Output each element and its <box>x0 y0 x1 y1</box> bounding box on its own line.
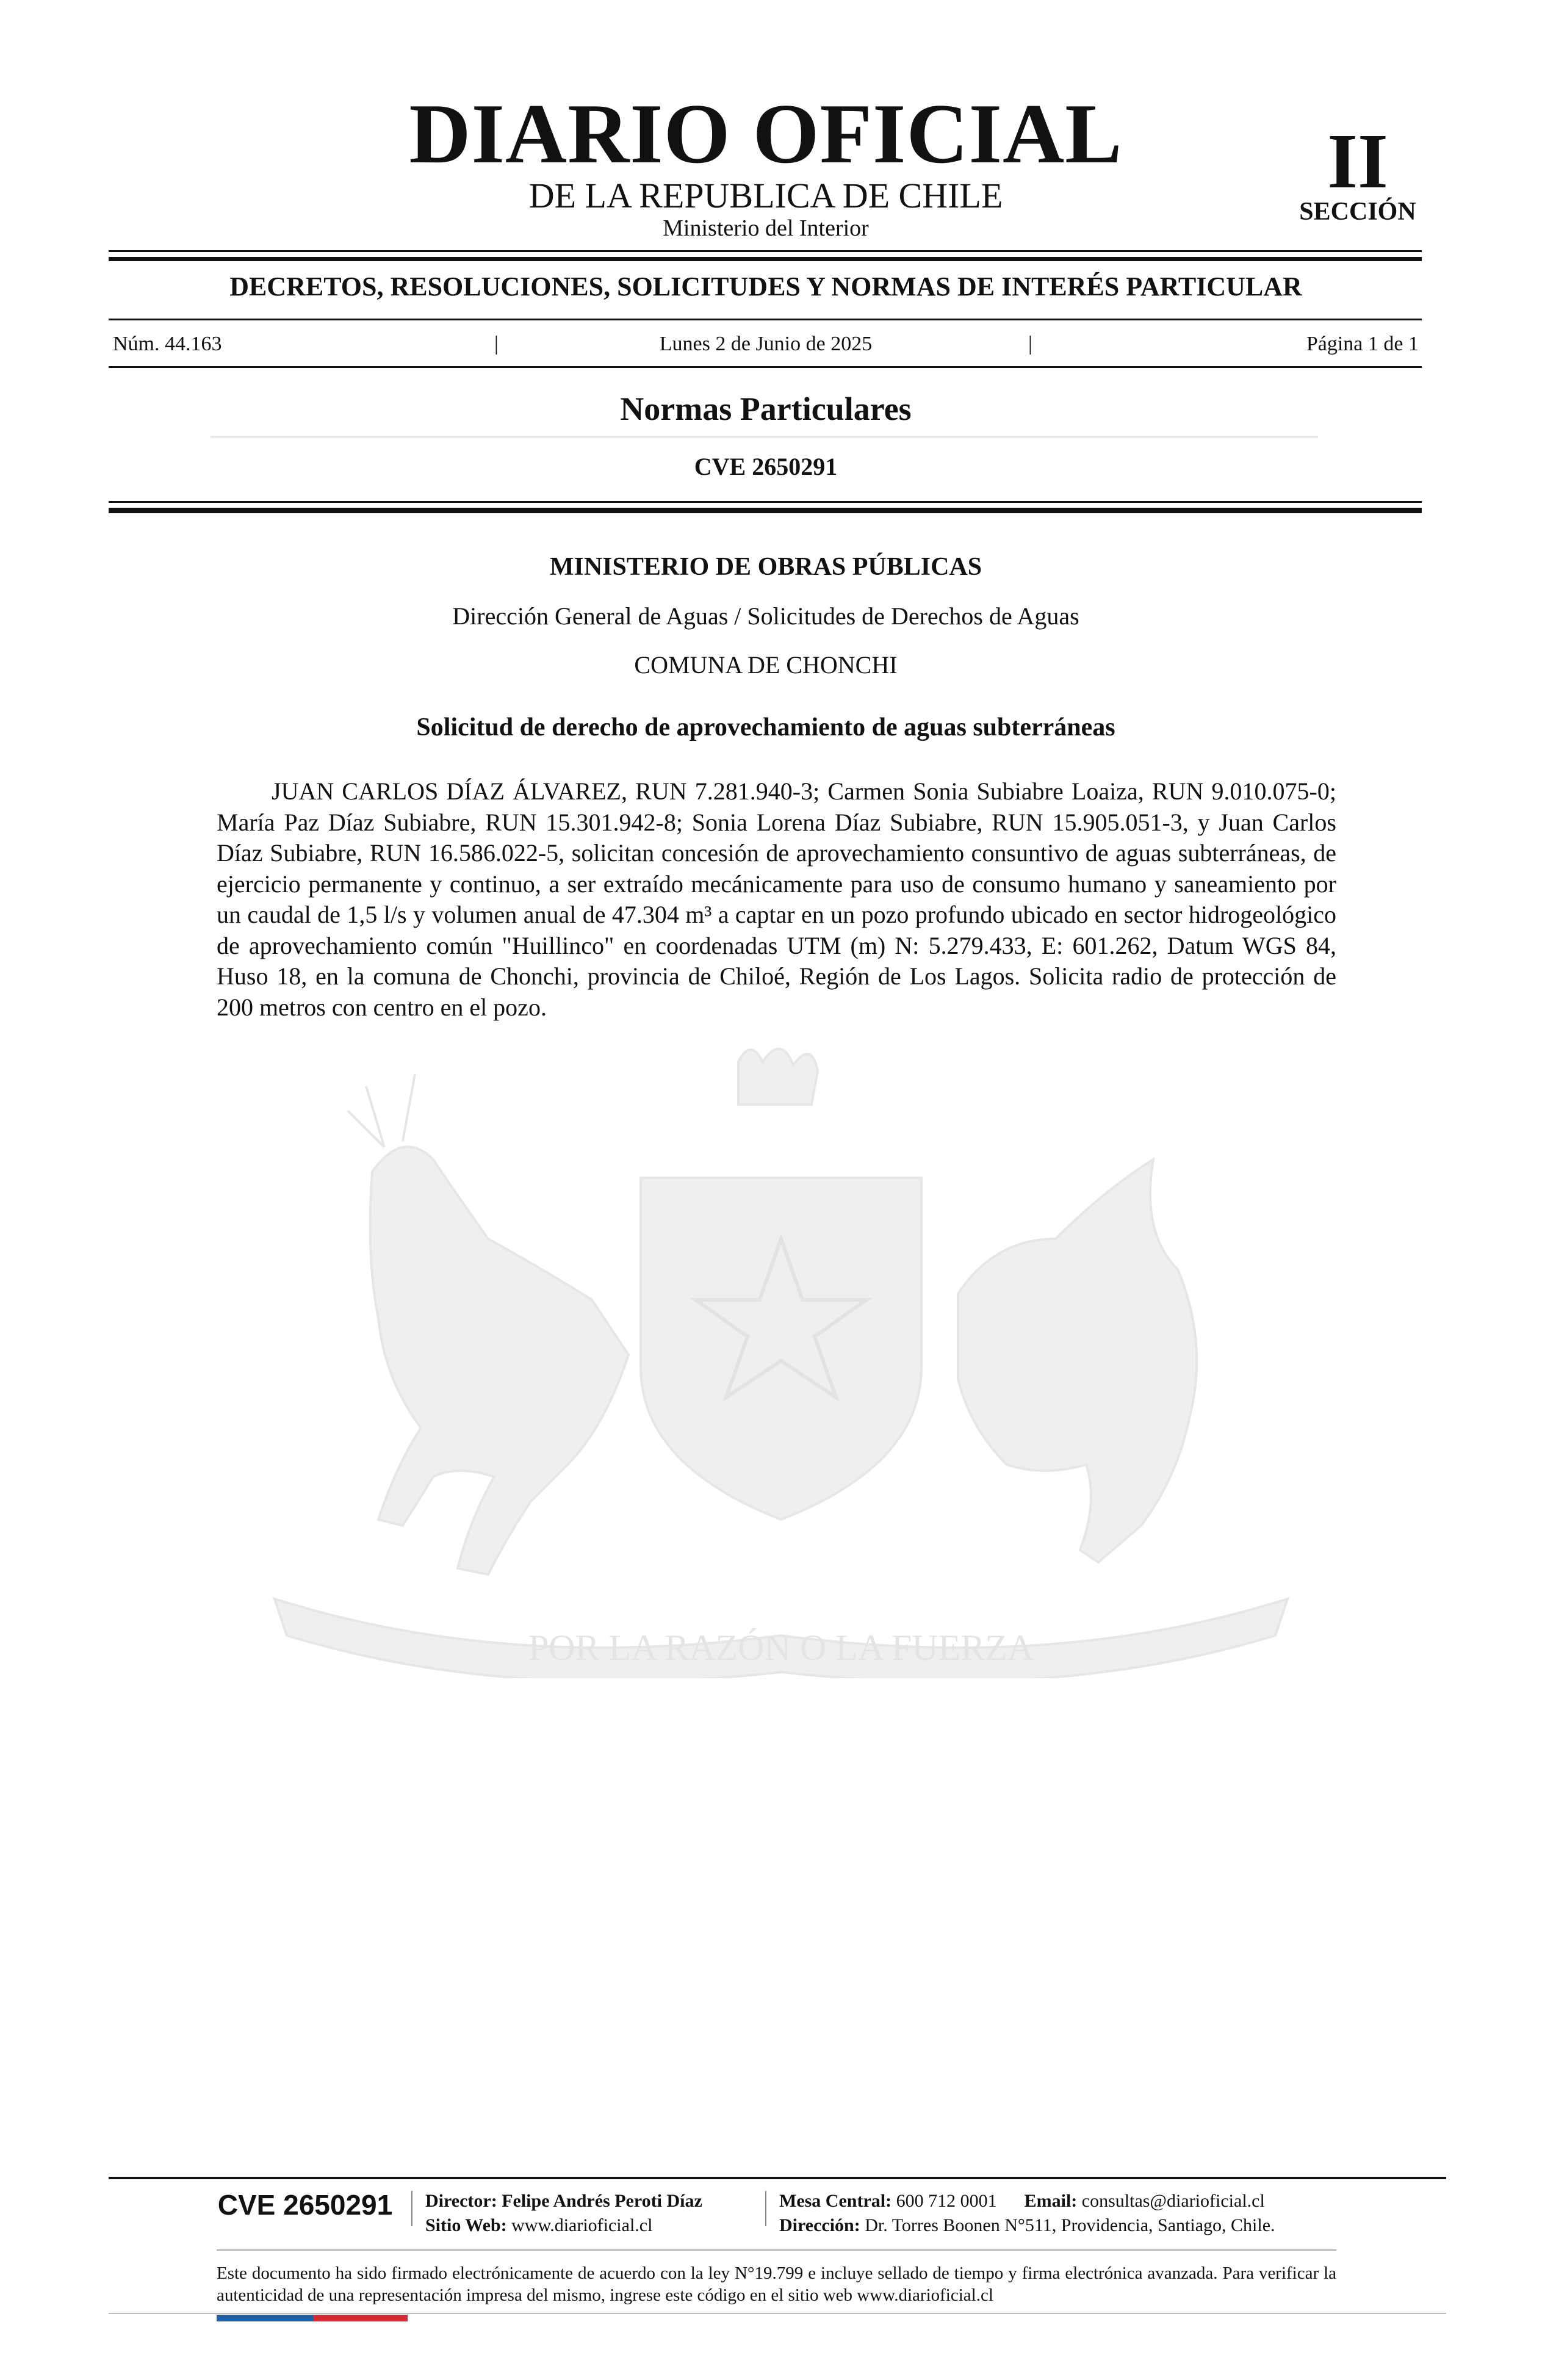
director-label: Director: <box>425 2191 497 2211</box>
footer-contact <box>779 2192 1265 2210</box>
document-body: JUAN CARLOS DÍAZ ÁLVAREZ, RUN 7.281.940-3; Carmen Sonia Subiabre Loaiza, RUN 9.010.075-0; María Paz Díaz Subiabre, RUN 15.301.942-8; Sonia Lorena Díaz Subiabre, RUN 15.905.051-3, y Juan Carlos Díaz Subiabre, RUN 16.586.022-5, solicitan concesión de aprovechamiento consuntivo de aguas subterráneas, de ejercicio permanente y continuo, a ser extraído mecánicamente para uso de consumo humano y saneamiento por un caudal de 1,5 l/s y volumen anual de 47.304 m³ a captar en un pozo profundo ubicado en sector hidrogeológico de aprovechamiento común "Huillinco" en coordenadas UTM (m) N: 5.279.433, E: 601.262, Datum WGS 84, Huso 18, en la comuna de Chonchi, provincia de Chiloé, Región de Los Lagos. Solicita radio de protección de 200 metros con centro en el pozo. <box>217 777 1336 1021</box>
masthead-title: DIARIO OFICIAL <box>409 87 1123 181</box>
issue-separator: | <box>494 333 499 355</box>
issue-rule <box>109 366 1422 368</box>
footer-rule-mid <box>217 2249 1336 2251</box>
section-number: II <box>1327 118 1388 204</box>
banner-rule <box>109 319 1422 320</box>
document-direction: Dirección General de Aguas / Solicitudes de Derechos de Aguas <box>452 602 1079 630</box>
footer-rule-bottom <box>109 2313 1446 2314</box>
address-value: Dr. Torres Boonen N°511, Providencia, Santiago, Chile. <box>865 2215 1275 2235</box>
email-link[interactable]: consultas@diarioficial.cl <box>1081 2191 1265 2211</box>
footer-legal-notice: Este documento ha sido firmado electrónicamente de acuerdo con la ley N°19.799 e incluye sellado de tiempo y firma electrónica avanzada. Para verificar la autenticidad de una representación impresa del mismo, ingrese este código en el sitio web www.diarioficial.cl <box>217 2263 1336 2305</box>
issue-date: Lunes 2 de Junio de 2025 <box>659 333 873 355</box>
address-label: Dirección: <box>779 2215 860 2235</box>
document-ministry: MINISTERIO DE OBRAS PÚBLICAS <box>549 553 982 581</box>
phone-value: 600 712 0001 <box>896 2191 997 2211</box>
cve-rule-bottom <box>109 508 1422 513</box>
website-label: Sitio Web: <box>425 2215 507 2235</box>
footer-address <box>779 2216 1275 2235</box>
email-label: Email: <box>1024 2191 1078 2211</box>
category-heading: Normas Particulares <box>620 391 912 427</box>
issue-separator: | <box>1028 333 1032 355</box>
cve-rule-top <box>109 501 1422 503</box>
coat-of-arms-watermark <box>201 1037 1361 1678</box>
website-link[interactable]: www.diarioficial.cl <box>511 2215 653 2235</box>
phone-label: Mesa Central: <box>779 2191 892 2211</box>
issue-page: Página 1 de 1 <box>1306 333 1419 355</box>
footer-rule-top <box>109 2177 1446 2179</box>
flag-stripe-red <box>313 2315 408 2321</box>
cve-code: CVE 2650291 <box>694 453 838 480</box>
masthead-rule-bottom <box>109 257 1422 261</box>
footer-divider <box>765 2191 766 2226</box>
section-label: SECCIÓN <box>1299 198 1416 226</box>
masthead-rule-top <box>109 250 1422 252</box>
flag-stripe-blue <box>217 2315 313 2321</box>
watermark-motto: POR LA RAZÓN O LA FUERZA <box>528 1628 1034 1668</box>
document-commune: COMUNA DE CHONCHI <box>634 651 898 679</box>
masthead-subtitle: DE LA REPUBLICA DE CHILE <box>528 176 1003 215</box>
footer-cve-code: CVE 2650291 <box>217 2189 393 2221</box>
footer-website <box>425 2216 652 2235</box>
masthead-ministry: Ministerio del Interior <box>663 215 869 241</box>
category-divider <box>211 436 1318 438</box>
section-banner: DECRETOS, RESOLUCIONES, SOLICITUDES Y NORMAS DE INTERÉS PARTICULAR <box>229 272 1302 301</box>
director-value: Felipe Andrés Peroti Díaz <box>502 2191 702 2211</box>
document-title: Solicitud de derecho de aprovechamiento de aguas subterráneas <box>416 713 1115 741</box>
footer-divider <box>411 2191 412 2226</box>
footer-director <box>425 2192 702 2210</box>
issue-number: Núm. 44.163 <box>113 333 222 355</box>
